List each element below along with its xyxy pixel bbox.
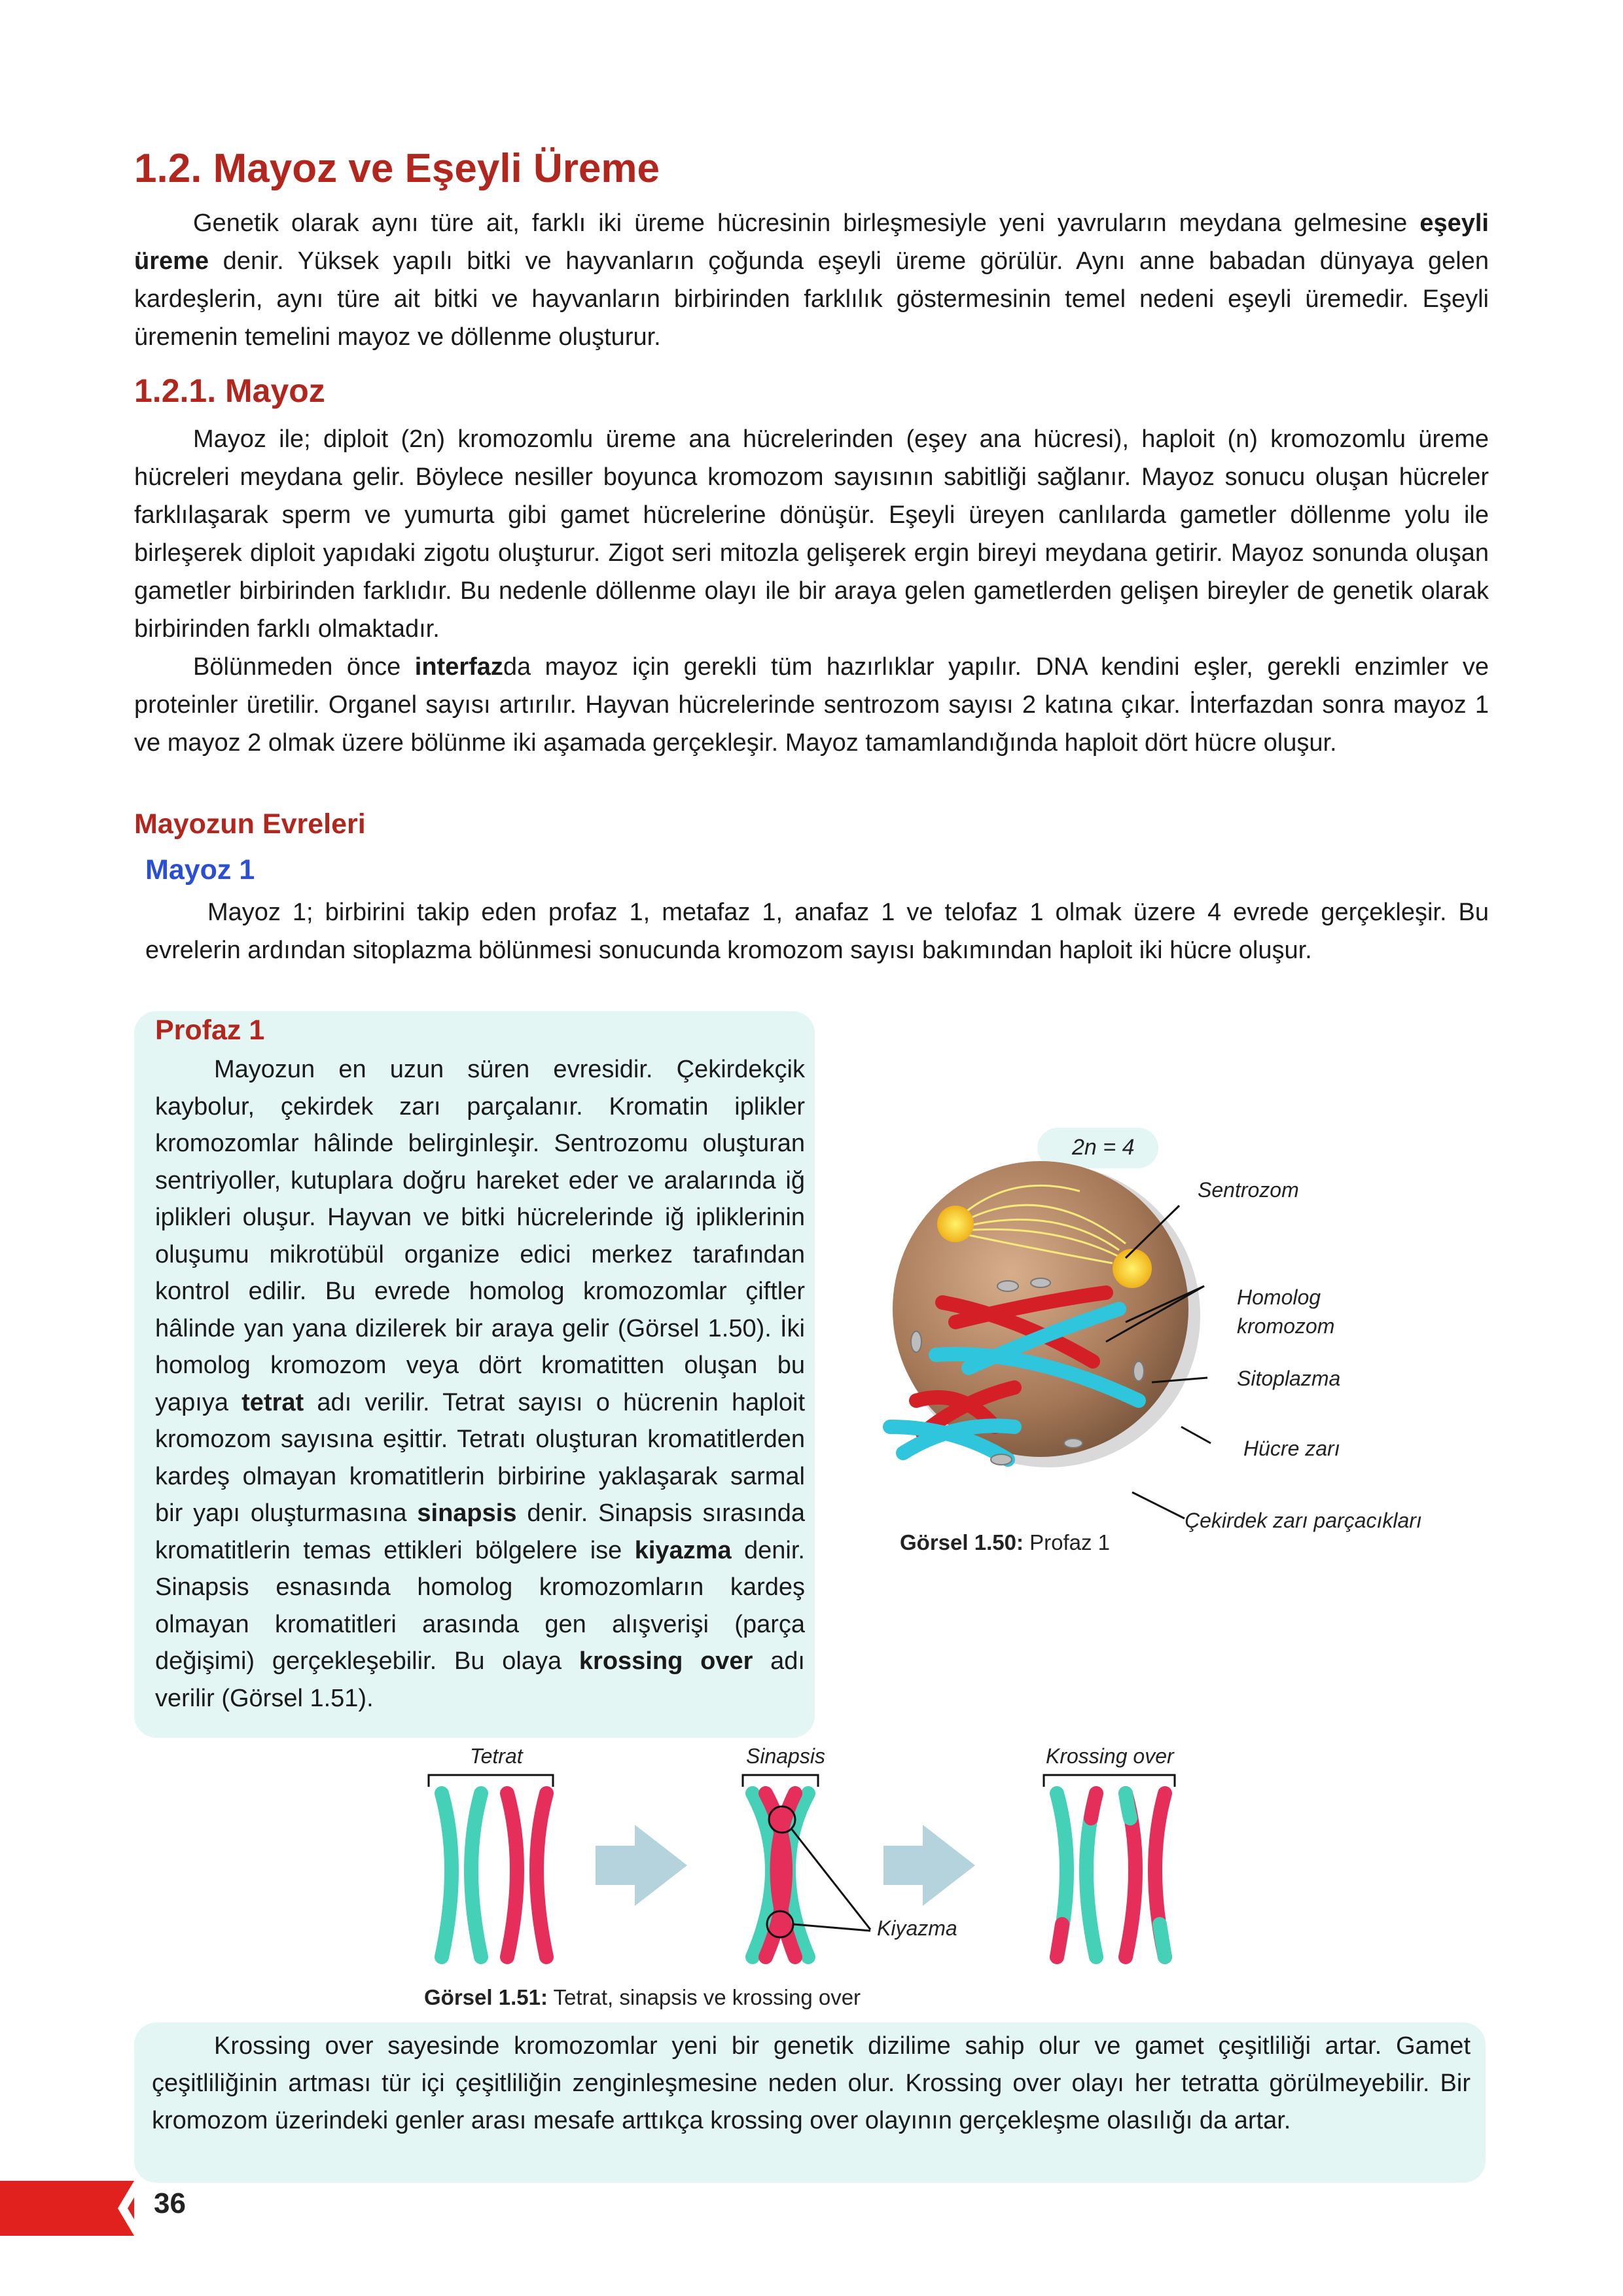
- label-kiyazma: Kiyazma: [877, 1916, 957, 1940]
- figure150-caption: Görsel 1.50: Profaz 1: [900, 1530, 1111, 1554]
- brackets: [429, 1775, 1175, 1787]
- term-tetrat: tetrat: [241, 1388, 304, 1416]
- profaz-title: Profaz 1: [155, 1014, 265, 1046]
- mayoz-paragraph-2: Bölünmeden önce interfazda mayoz için gerekli tüm hazırlıklar yapılır. DNA kendini eşler, gerekli enzimler ve proteinler üretilir. Organel sayısı artırılır. Hayvan hücrelerinde sentrozom sayısı 2 katına çıkar. İnterfazdan sonra mayoz 1 ve mayoz 2 olmak üzere bölünme iki aşamada gerçekleşir. Mayoz tamamlandığında haploit dört hücre oluşur.: [134, 653, 1489, 757]
- tetrat-chromosomes: [442, 1793, 546, 1957]
- kiyazma-pointers: [792, 1829, 870, 1931]
- arrow-right-icon: [596, 1825, 687, 1906]
- arrow-right-icon: [883, 1825, 975, 1906]
- subsection-title: 1.2.1. Mayoz: [134, 372, 325, 409]
- term-krossing-over: krossing over: [579, 1647, 753, 1675]
- figure151-caption: Görsel 1.51: Tetrat, sinapsis ve krossing over: [424, 1985, 861, 2009]
- label-cytoplasm: Sitoplazma: [1237, 1367, 1341, 1390]
- term-kiyazma: kiyazma: [634, 1536, 732, 1564]
- page-tab: [0, 2181, 157, 2236]
- label-centrosome: Sentrozom: [1198, 1178, 1299, 1202]
- label-nuclear-fragments: Çekirdek zarı parçacıkları: [1185, 1509, 1422, 1532]
- meiosis1-title: Mayoz 1: [145, 854, 255, 886]
- label-crossing: Krossing over: [1046, 1744, 1174, 1768]
- page-number: 36: [154, 2187, 186, 2219]
- centrosome-1: [937, 1206, 974, 1242]
- term-interfaz: interfaz: [414, 653, 503, 681]
- centrosome-2: [1113, 1249, 1152, 1288]
- label-homolog: Homolog kromozom: [1237, 1285, 1335, 1338]
- section-title: 1.2. Mayoz ve Eşeyli Üreme: [134, 146, 660, 191]
- crossing-over-figure: [412, 1767, 1211, 1970]
- summary-paragraph: Krossing over sayesinde kromozomlar yeni bir genetik dizilime sahip olur ve gamet çeşitliliği artar. Gamet çeşitliliğinin artması tür içi çeşitliliğin zenginleşmesine neden olur. Krossing over olayı her tetratta görülmeyebilir. Bir kromozom üzerindeki genler arası mesafe arttıkça krossing over olayının gerçekleşme olasılığı da artar.: [152, 2032, 1471, 2134]
- term-sinapsis: sinapsis: [417, 1499, 517, 1527]
- phases-title: Mayozun Evreleri: [134, 808, 366, 840]
- meiosis1-paragraph: Mayoz 1; birbirini takip eden profaz 1, metafaz 1, anafaz 1 ve telofaz 1 olmak üzere 4 evrede gerçekleşir. Bu evrelerin ardından sitoplazma bölünmesi sonucunda kromozom sayısı bakımından haploit iki hücre oluşur.: [145, 899, 1489, 964]
- ploidy-label: 2n = 4: [1072, 1135, 1135, 1160]
- crossover-chromosomes: [1057, 1793, 1165, 1957]
- label-sinapsis: Sinapsis: [746, 1744, 825, 1768]
- intro-paragraph: Genetik olarak aynı türe ait, farklı iki üreme hücresinin birleşmesiyle yeni yavruların meydana gelmesine eşeyli üreme denir. Yüksek yapılı bitki ve hayvanların çoğunda eşeyli üreme görülür. Aynı anne babadan dünyaya gelen kardeşlerin, aynı türe ait bitki ve hayvanların birbirinden farklılık göstermesinin temel nedeni eşeyli üremedir. Eşeyli üremenin temelini mayoz ve döllenme oluşturur.: [134, 209, 1489, 351]
- mayoz-paragraph-1: Mayoz ile; diploit (2n) kromozomlu üreme ana hücrelerinden (eşey ana hücresi), haploit (n) kromozomlu üreme hücreleri meydana gelir. Böylece nesiller boyunca kromozom sayısının sabitliği sağlanır. Mayoz sonucu oluşan hücreler farklılaşarak sperm ve yumurta gibi gamet hücrelerine dönüşür. Eşeyli üreyen canlılarda gametler döllenme yolu ile birleşerek diploit yapıdaki zigotu oluşturur. Zigot seri mitozla gelişerek ergin bireyi meydana getirir. Mayoz sonunda oluşan gametler birbirinden farklıdır. Bu nedenle döllenme olayı ile bir araya gelen gametlerden gelişen bireyler de genetik olarak birbirinden farklı olmaktadır.: [134, 425, 1489, 643]
- profaz-paragraph: Mayozun en uzun süren evresidir. Çekirdekçik kaybolur, çekirdek zarı parçalanır. Kromatin iplikler kromozomlar hâlinde belirginleşir. Sentrozomu oluşturan sentriyoller, kutuplara doğru hareket eder ve aralarında iğ iplikleri oluşur. Hayvan ve bitki hücrelerinde iğ ipliklerinin oluşumu mikrotübül organize edici merkez tarafından kontrol edilir. Bu evrede homolog kromozomlar çiftler hâlinde yan yana dizilerek bir araya gelir (Görsel 1.50). İki homolog kromozom veya dört kromatitten oluşan bu yapıya tetrat adı verilir. Tetrat sayısı o hücrenin haploit kromozom sayısına eşittir. Tetratı oluşturan kromatitlerden kardeş olmayan kromatitlerin birbirine yaklaşarak sarmal bir yapı oluşturmasına sinapsis denir. Sinapsis sırasında kromatitlerin temas ettikleri bölgelere ise kiyazma denir. Sinapsis esnasında homolog kromozomların kardeş olmayan kromatitleri arasında gen alışverişi (parça değişimi) gerçekleşebilir. Bu olaya krossing over adı verilir (Görsel 1.51).: [155, 1056, 805, 1712]
- label-membrane: Hücre zarı: [1243, 1437, 1340, 1460]
- term-eseyli-ureme: eşeyli üreme: [134, 209, 1489, 275]
- sinapsis-chromosomes: [753, 1793, 808, 1957]
- label-tetrat: Tetrat: [470, 1744, 523, 1768]
- prophase-cell-figure: [844, 1152, 1433, 1558]
